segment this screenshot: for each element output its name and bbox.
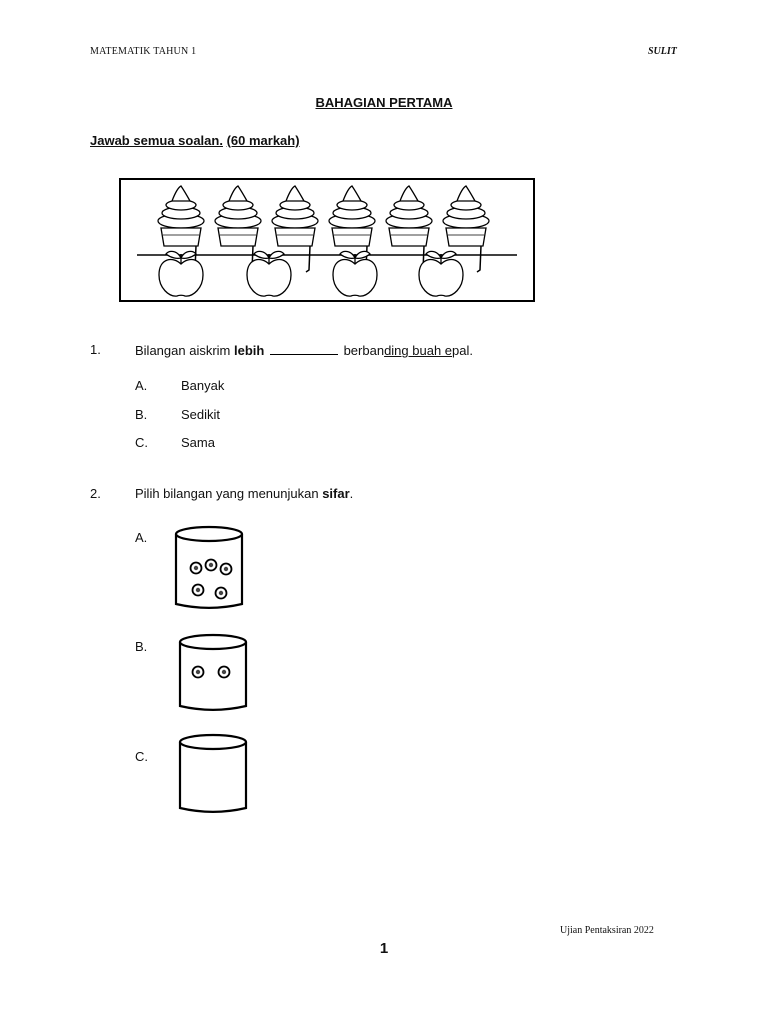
apple-icon [333, 251, 377, 296]
dot-center [209, 563, 213, 567]
q1-text-before: Bilangan aiskrim [135, 343, 234, 358]
dot-center [219, 591, 223, 595]
apple-icon [419, 251, 463, 296]
instruction [90, 133, 300, 148]
q1-text-after-1: berban [339, 343, 385, 358]
q2-number: 2. [90, 486, 101, 501]
q1-text-bold: lebih [234, 343, 265, 358]
q2-option-b-jar-icon[interactable] [178, 634, 248, 714]
q1-text-after-2: ding buah e [384, 343, 453, 358]
q2-text [135, 486, 353, 501]
section-title: BAHAGIAN PERTAMA [315, 95, 453, 110]
q2-text-before: Pilih bilangan yang menunjukan [135, 486, 323, 501]
q2-text-end: . [349, 486, 354, 501]
q1-number: 1. [90, 342, 101, 357]
icecream-icon [215, 186, 261, 272]
icecream-apple-illustration [121, 180, 533, 300]
q1-option-a-letter[interactable]: A. [135, 378, 148, 393]
icecream-group [158, 186, 489, 272]
q2-option-b-letter[interactable]: B. [135, 639, 148, 654]
dot-center [222, 670, 226, 674]
q1-option-a-text[interactable]: Banyak [181, 378, 225, 393]
apple-group [159, 251, 463, 296]
marks-text: (60 markah) [226, 133, 300, 148]
q1-option-b-letter[interactable]: B. [135, 407, 148, 422]
dot-center [196, 588, 200, 592]
q1-text-after-3: pal. [452, 343, 473, 358]
apple-icon [159, 251, 203, 296]
dot-center [194, 566, 198, 570]
q2-text-bold: sifar [322, 486, 350, 501]
dot-center [196, 670, 200, 674]
q1-text [135, 342, 473, 358]
q2-option-c-jar-icon[interactable] [178, 734, 248, 816]
q2-option-a-letter[interactable]: A. [135, 530, 148, 545]
apple-icon [247, 251, 291, 296]
q2-option-c-letter[interactable]: C. [135, 749, 148, 764]
header-subject: MATEMATIK TAHUN 1 [90, 46, 197, 57]
header-classification: SULIT [648, 46, 677, 57]
footer-exam: Ujian Pentaksiran 2022 [560, 925, 654, 936]
q1-option-c-text[interactable]: Sama [181, 435, 215, 450]
icecream-icon [386, 186, 432, 272]
q2-option-a-jar-icon[interactable] [174, 526, 244, 612]
dot-center [224, 567, 228, 571]
q1-option-b-text[interactable]: Sedikit [181, 407, 221, 422]
q1-blank[interactable] [270, 342, 338, 355]
q1-option-c-letter[interactable]: C. [135, 435, 148, 450]
figure-box [119, 178, 535, 302]
page-number: 1 [379, 940, 389, 957]
instruction-text: Jawab semua soalan. [90, 133, 223, 148]
